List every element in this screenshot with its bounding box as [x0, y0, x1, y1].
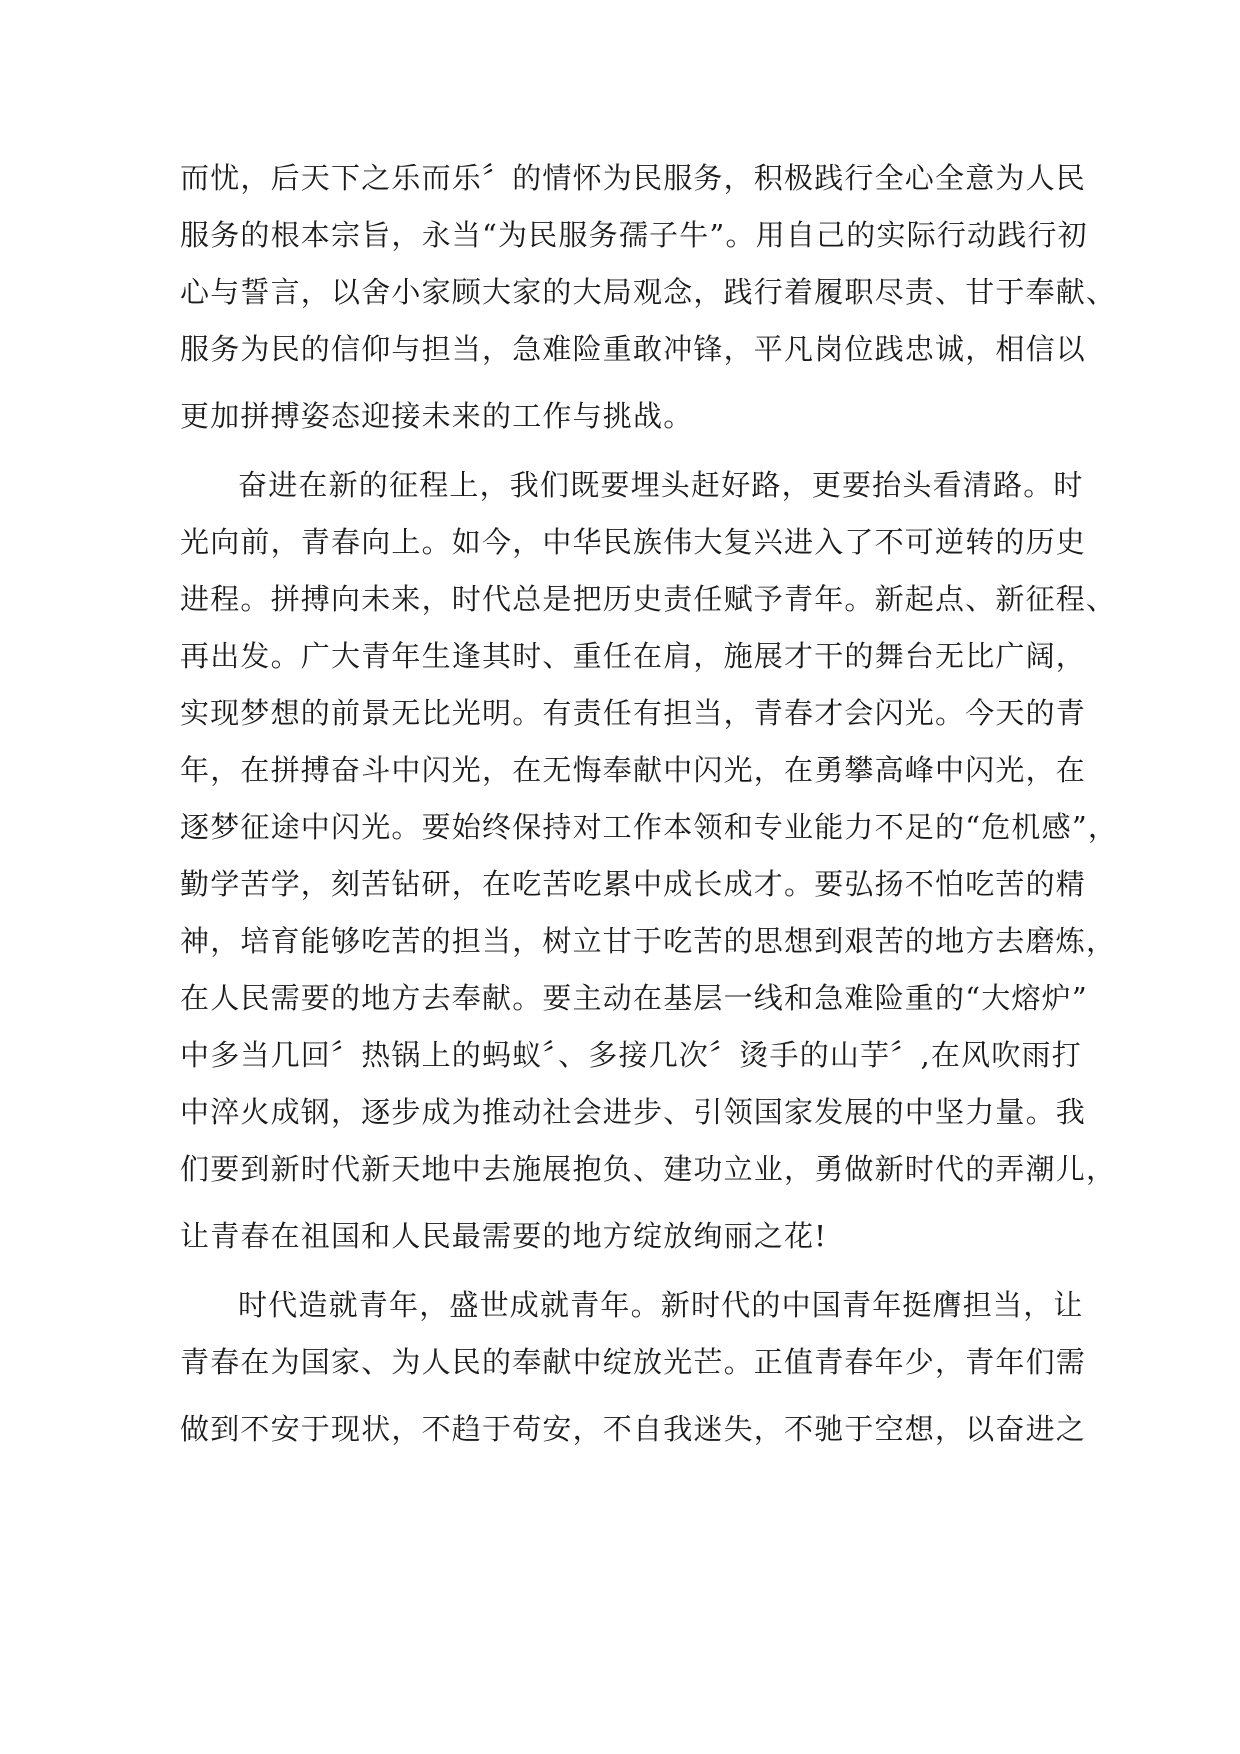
text-line: 进程。拼搏向未来，时代总是把历史责任赋予青年。新起点、新征程、	[180, 582, 1117, 616]
text-line: 中多当几回〞热锅上的蚂蚁〞、多接几次〞烫手的山芋〞,在风吹雨打	[180, 1038, 1082, 1072]
text-line: 实现梦想的前景无比光明。有责任有担当，青春才会闪光。今天的青	[180, 696, 1087, 730]
paragraph-2	[180, 457, 1119, 1265]
text-line: 勤学苦学，刻苦钻研，在吃苦吃累中成长成才。要弘扬不怕吃苦的精	[180, 867, 1087, 901]
text-line: 光向前，青春向上。如今，中华民族伟大复兴进入了不可逆转的历史	[180, 525, 1087, 559]
text-line: 年，在拼搏奋斗中闪光，在无悔奉献中闪光，在勇攀高峰中闪光，在	[180, 753, 1087, 787]
text-line: 神，培育能够吃苦的担当，树立甘于吃苦的思想到艰苦的地方去磨炼，	[180, 924, 1117, 958]
text-line: 时代造就青年，盛世成就青年。新时代的中国青年挺膺担当，让	[238, 1288, 1084, 1322]
document-page	[180, 150, 1119, 1458]
line-gap	[180, 378, 1064, 388]
line-gap	[180, 1198, 1064, 1208]
text-line: 服务为民的信仰与担当，急难险重敢冲锋，平凡岗位践忠诚，相信以	[180, 332, 1087, 366]
text-line: 更加拼搏姿态迎接未来的工作与挑战。	[180, 399, 694, 433]
text-line: 奋进在新的征程上，我们既要埋头赶好路，更要抬头看清路。时	[238, 468, 1084, 502]
text-line: 们要到新时代新天地中去施展抱负、建功立业，勇做新时代的弄潮儿，	[180, 1152, 1117, 1186]
text-line: 在人民需要的地方去奉献。要主动在基层一线和急难险重的“大熔炉”	[180, 981, 1088, 1015]
line-gap	[180, 1391, 1064, 1401]
text-line: 做到不安于现状，不趋于苟安，不自我迷失，不驰于空想，以奋进之	[180, 1412, 1087, 1446]
text-line: 而忧，后天下之乐而乐〞的情怀为民服务，积极践行全心全意为人民	[180, 161, 1087, 195]
text-line: 再出发。广大青年生逢其时、重任在肩，施展才干的舞台无比广阔，	[180, 639, 1087, 673]
text-line: 服务的根本宗旨，永当“为民服务孺子牛”。用自己的实际行动践行初	[180, 218, 1088, 252]
text-line: 中淬火成钢，逐步成为推动社会进步、引领国家发展的中坚力量。我	[180, 1095, 1087, 1129]
paragraph-1	[180, 150, 1117, 445]
text-line: 让青春在祖国和人民最需要的地方绽放绚丽之花!	[180, 1219, 828, 1253]
text-line: 逐梦征途中闪光。要始终保持对工作本领和专业能力不足的“危机感”，	[180, 810, 1119, 844]
text-line: 心与誓言，以舍小家顾大家的大局观念，践行着履职尽责、甘于奉献、	[180, 275, 1117, 309]
paragraph-3	[180, 1277, 1087, 1458]
text-line: 青春在为国家、为人民的奉献中绽放光芒。正值青春年少，青年们需	[180, 1345, 1087, 1379]
